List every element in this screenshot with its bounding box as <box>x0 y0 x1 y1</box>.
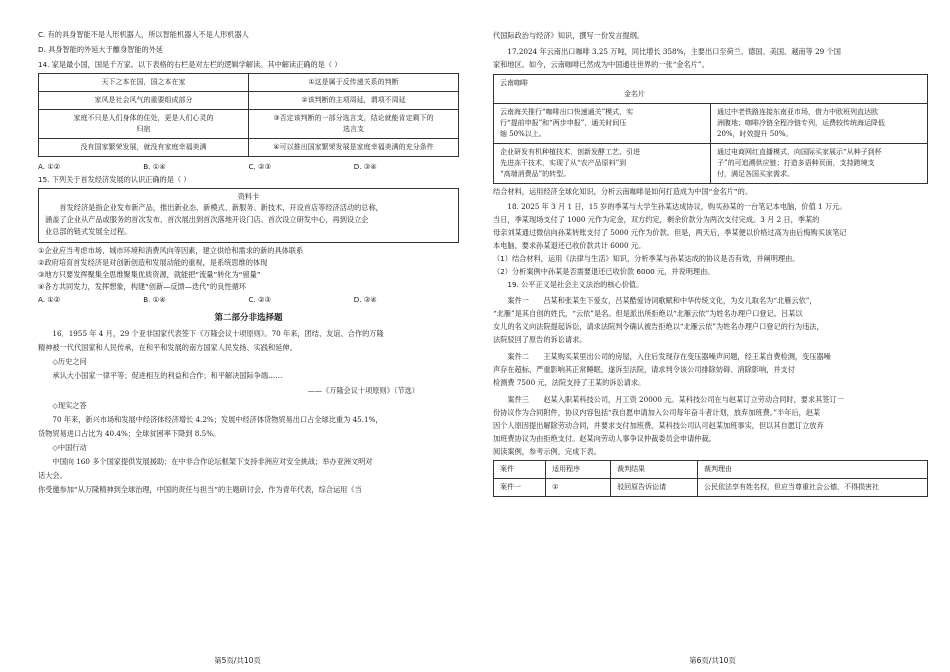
q16-text: 70 年来，新兴市场和发展中经济体经济增长 4.2%；发展中经济体货物贸易出口占全球比重为 45.1%， <box>52 415 383 424</box>
q19-task: 阅读案例，参考示例，完成下表。 <box>493 447 601 456</box>
q16-text: 话大会。 <box>38 471 67 480</box>
option-a[interactable]: A. ①② <box>38 162 61 171</box>
cell-line: 子”的可追溯供应链；打造多语种页面，支持跨境支 <box>717 159 875 167</box>
cell-line: 20%，时效提升 50%。 <box>717 130 793 138</box>
option-b[interactable]: B. ①④ <box>143 295 166 304</box>
q16-text: 货物贸易进口占比为 40.4%；全球贫困率下降到 8.5%。 <box>38 429 221 438</box>
column-header: 案件 <box>494 461 546 479</box>
column-header: 裁判结果 <box>611 461 698 479</box>
cell-line: 选言支 <box>343 125 364 133</box>
cell-line: 通过电商网红直播模式，向国际买家展示“从种子到杯 <box>717 148 882 156</box>
q15-stem: 15. 下列关于首发经济发展的认识正确的是（ ） <box>38 175 191 184</box>
cell-line: 付，满足各国买家需求。 <box>717 170 794 178</box>
q13-option-d: D. 具身智能的外延大于離身智能的外延 <box>38 45 164 54</box>
table-cell <box>711 144 928 184</box>
table-cell <box>249 110 459 139</box>
q16-intro: 16．1955 年 4 月，29 个亚非国家代表签下《万隆会议十项原则》。70 年来，团结、友谊、合作的万隆 <box>52 329 384 338</box>
q15-statement-1: ①企业应当考虑市场、城市环境和消费风向等因素，建立供给和需求的新的具体联系 <box>38 246 304 255</box>
q18-text: 18. 2025 年 3 月 1 日，15 岁的季某与大学生孙某达成协议，购买孙某的一台笔记本电脑，价值 1 万元。 <box>507 202 847 211</box>
table-title: 云南咖啡 <box>500 79 528 87</box>
q19-case-1: “北雁”是其自创的姓氏，“云依”是名。但是派出所拒绝以“北雁云依”为姓名办理户口登记。吕某以 <box>493 309 803 318</box>
q16-text: 承认大小国家一律平等；促进相互的利益和合作；和平解决国际争端…… <box>52 371 283 380</box>
q19-case-1: 案件一 吕某和张某生下爱女，吕某酷爱诗词歌赋和中华传统文化，为女儿取名为“北雁云依”， <box>507 296 817 305</box>
table-cell: ①这是属于反传递关系的判断 <box>249 74 459 92</box>
q16-source: ——《万隆会议十项原则》（节选） <box>307 386 419 395</box>
option-c[interactable]: C. ②③ <box>248 295 271 304</box>
q17-intro: 家和地区。如今，云南咖啡已然成为中国通往世界的一张“金名片”。 <box>493 60 709 69</box>
q14-stem: 14. 家是最小国，国是千万家。以下表格的右栏是对左栏的逻辑学解读。其中解读正确的是（ ） <box>38 60 342 69</box>
q19-case-2: 案件二 王某购买某里出公司的房屋，入住后发现存在变压器噪声问题，经王某自费检测，变压器噪 <box>507 352 831 361</box>
table-cell: 驳回原告诉讼请 <box>611 479 698 497</box>
cell-line: 云南海关推行“咖啡出口快速通关”模式，实 <box>500 108 634 116</box>
table-row <box>39 110 459 139</box>
table-cell: ① <box>546 479 611 497</box>
q19-case-1: 女儿的名义向法院提起诉讼，请求法院判令确认被告拒绝以“北雁云依”为姓名办理户口登记的行为违法， <box>493 322 824 331</box>
q19-case-3: 案件三 赵某入职某科技公司，月工资 20000 元。某科技公司在与赵某订立劳动合同时，要求其签订一 <box>507 395 844 404</box>
q13-option-c: C. 有的具身智能不是人形机器人，所以智能机器人不是人形机器人 <box>38 30 249 39</box>
card-line: 涵盖了企业从产品或服务的首次发布、首次展出到首次落地开设门店、首次设立研发中心，再到设立企 <box>45 215 369 224</box>
option-d[interactable]: D. ③④ <box>353 295 377 304</box>
card-title: 资料卡 <box>237 192 260 201</box>
cell-line: 通过中老铁路连接东南亚市场，借力中欧班列直达欧 <box>717 108 878 116</box>
q15-statement-3: ③地方只要发挥聚集全思维聚集优质资源，就能把“流量”转化为“留量” <box>38 270 261 279</box>
q19-case-2: 声存在超标，严重影响其正常睡眠，遂诉至法院，请求判令该公司排除妨碍、消除影响，并支付 <box>493 365 795 374</box>
table-cell: ②该判断的主项周延，谓项不周延 <box>249 92 459 110</box>
section-title: 第二部分非选择题 <box>214 313 283 323</box>
exam-page-6 <box>475 0 950 672</box>
q17-table <box>493 74 928 184</box>
q18-subquestion-1: （1）结合材料，运用《法律与生活》知识，分析季某与孙某达成的协议是否有效，并阐明理由。 <box>493 254 800 263</box>
cell-line: 先进冻干技术，实现了从“农产品原料”到 <box>500 159 627 167</box>
q19-table <box>493 460 928 497</box>
cell-line: 洲腹地；咖啡冷链全程冷链专列，运费较传统海运降低 <box>717 119 885 127</box>
table-cell <box>494 144 711 184</box>
q16-heading: ◇历史之问 <box>52 357 87 366</box>
q17-task: 结合材料，运用经济全球化知识，分析云南咖啡是如何打造成为中国“金名片”的。 <box>493 187 753 196</box>
q19-case-3: 因个人原因提出解除劳动合同，并要求支付加班费。某科技公司认可赵某加班事实，但以其自愿订立放弃 <box>493 421 824 430</box>
table-cell: ④可以推出国家繁荣发展是家庭幸福美满的充分条件 <box>249 139 459 157</box>
table-subtitle: 金名片 <box>624 90 645 98</box>
table-header-row <box>494 461 928 479</box>
page-footer: 第5页/共10页 <box>214 656 261 665</box>
q14-options <box>38 161 459 172</box>
table-row <box>494 75 928 104</box>
table-cell <box>711 104 928 144</box>
table-row <box>39 139 459 157</box>
table-cell: 没有国家繁荣发展，就没有家庭幸福美满 <box>39 139 249 157</box>
q19-case-2: 检测费 7500 元，法院支持了王某的诉讼请求。 <box>493 378 646 387</box>
column-header: 适用程序 <box>546 461 611 479</box>
q18-subquestion-2: （2）分析案例中孙某是否需要退还已收价款 6000 元，并说明理由。 <box>493 267 715 276</box>
cell-line: 企业研发有机种植技术，创新发酵工艺、引进 <box>500 148 640 156</box>
q15-statement-2: ②政府培育首发经济是对创新创造和发展动能的重视，是系统思维的体现 <box>38 258 268 267</box>
q16-heading: ◇现实之答 <box>52 401 87 410</box>
cell-line: ③否定该判断的一部分选言支，结论就能肯定剩下的 <box>273 114 434 122</box>
q15-statement-4: ④各方共同发力，发挥想象，构建“创新—反馈—迭代”的良性循环 <box>38 282 246 291</box>
cell-line: 归宿 <box>136 125 151 133</box>
table-cell: 公民依法享有姓名权，但应当尊重社会公德，不得损害社 <box>697 479 927 497</box>
q18-text: 当日，季某现场支付了 1000 元作为定金，双方约定，剩余价款分为两次支付完成。3 月 2 日，季某的 <box>493 215 820 224</box>
q19-case-3: 加班费协议为由拒绝支付。赵某向劳动人事争议仲裁委员会申请仲裁。 <box>493 434 716 443</box>
q16-intro: 精神被一代代国家和人民传承，在和平和发展的南方国家人民发扬、实践和延伸。 <box>38 343 297 352</box>
table-cell <box>39 110 249 139</box>
table-cell: 家风是社会风气的重要组成部分 <box>39 92 249 110</box>
option-d[interactable]: D. ③④ <box>353 162 377 171</box>
table-row <box>494 104 928 144</box>
q15-info-card <box>38 188 459 243</box>
table-row <box>494 479 928 497</box>
option-a[interactable]: A. ①② <box>38 295 61 304</box>
option-b[interactable]: B. ①④ <box>143 162 166 171</box>
cell-line: 行“提前申报”和“两步申报”，通关时间压 <box>500 119 627 127</box>
table-cell: 案件一 <box>494 479 546 497</box>
card-line: 首发经济是指企业发布新产品，推出新业态、新模式、新服务、新技术，开设首店等经济活动的总称， <box>59 203 383 212</box>
table-row <box>39 74 459 92</box>
q18-text: 母亲刘某通过微信向孙某转账支付了 5000 元作为价款。但是，两天后，季某便以价格过高为由后悔购买该笔记 <box>493 228 847 237</box>
cell-line: 家庭不只是人们身体的住处，更是人们心灵的 <box>73 114 214 122</box>
table-row <box>39 92 459 110</box>
q18-text: 本电脑，要求孙某退还已收价款共计 6000 元。 <box>493 241 646 250</box>
option-c[interactable]: C. ②③ <box>248 162 271 171</box>
cell-line: 缩 50%以上。 <box>500 130 546 138</box>
column-header: 裁判理由 <box>697 461 927 479</box>
q19-stem: 19. 公平正义是社会主义法治的核心价值。 <box>507 280 644 289</box>
cell-line: “高端消费品”的转型。 <box>500 170 571 178</box>
card-line: 业总部的链式发展全过程。 <box>45 227 132 236</box>
q16-heading: ◇中国行动 <box>52 443 87 452</box>
q16-task-end: 代国际政治与经济》知识，撰写一份发言提纲。 <box>493 31 644 40</box>
table-cell <box>494 104 711 144</box>
q16-task: 你受邀参加“从万隆精神到全球治理，中国的责任与担当”的主题研讨会，作为青年代表，综合运用《当 <box>38 485 362 494</box>
q15-options <box>38 294 459 305</box>
q16-text: 中国向 160 多个国家提供发展援助；在中非合作论坛框架下支持非洲应对安全挑战；举办亚洲文明对 <box>52 457 373 466</box>
q17-intro: 17.2024 年云南出口咖啡 3.25 万吨，同比增长 358%，主要出口至荷兰、德国、美国、越南等 29 个国 <box>507 47 841 56</box>
q19-case-1: 法院驳回了原告的诉讼请求。 <box>493 335 587 344</box>
page-footer: 第6页/共10页 <box>689 656 736 665</box>
table-cell: 天下之本在国，国之本在家 <box>39 74 249 92</box>
table-row <box>494 144 928 184</box>
q14-table <box>38 73 459 157</box>
table-title-cell <box>494 75 928 104</box>
q19-case-3: 份协议作为合同附件，协议内容包括“我自愿申请加入公司每年奋斗者计划，放弃加班费。”半年后，赵某 <box>493 408 821 417</box>
